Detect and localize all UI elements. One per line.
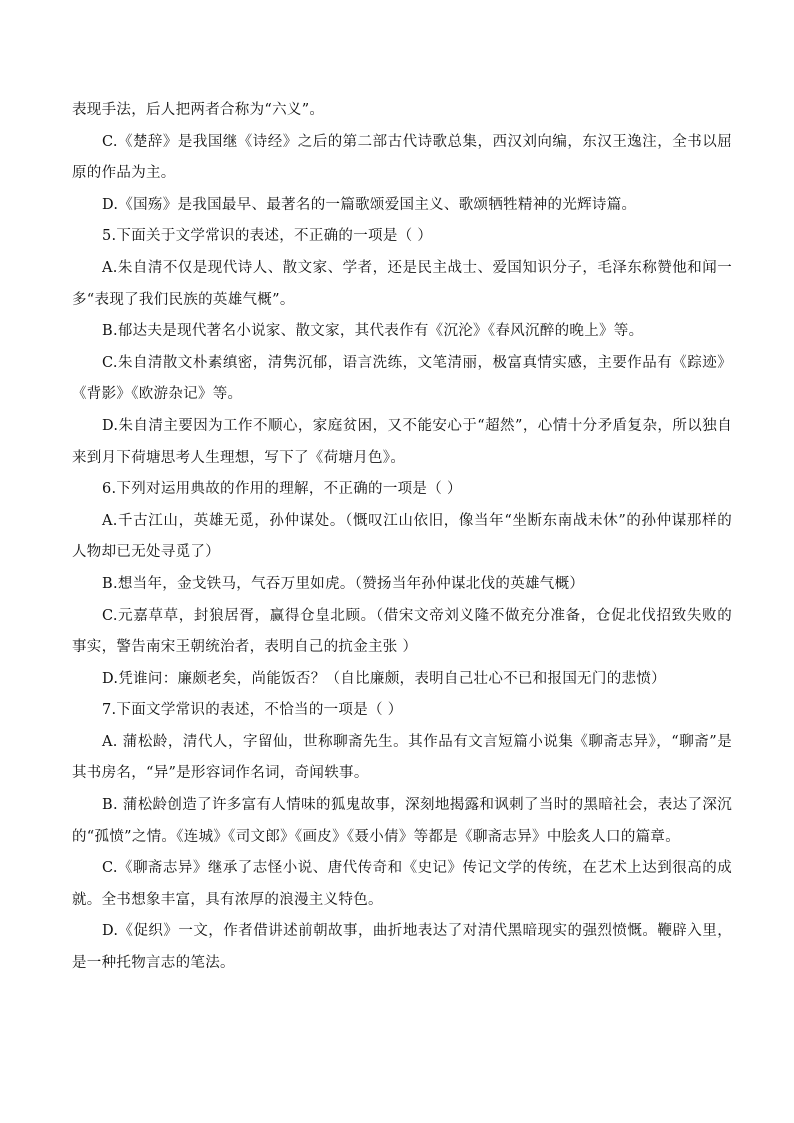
document-body [72,95,732,980]
question-6: 6.下列对运用典故的作用的理解，不正确的一项是（ ） [102,481,462,498]
q5-option-c: C.朱自清散文朴素缜密，清隽沉郁，语言洗练，文笔清丽，极富真情实感，主要作品有《踪迹》《背影》《欧游杂记》等。 [72,354,732,403]
q7-option-b: B. 蒲松龄创造了许多富有人情味的狐鬼故事，深刻地揭露和讽刺了当时的黑暗社会，表达了深沉的“孤愤”之情。《连城》《司文郎》《画皮》《聂小倩》等都是《聊斋志异》中脍炙人口的篇章。 [72,797,732,845]
q5-option-a: A.朱自清不仅是现代诗人、散文家、学者，还是民主战士、爱国知识分子，毛泽东称赞他和闻一多“表现了我们民族的英雄气概”。 [72,259,732,308]
q6-option-c: C.元嘉草草，封狼居胥，赢得仓皇北顾。（借宋文帝刘义隆不做充分准备，仓促北伐招致失败的事实，警告南宋王朝统治者，表明自己的抗金主张 ） [72,607,732,656]
q5-option-b: B.郁达夫是现代著名小说家、散文家，其代表作有《沉沦》《春风沉醉的晚上》等。 [102,323,644,340]
question-7: 7.下面文学常识的表述，不恰当的一项是（ ） [102,702,403,719]
q6-option-a: A.千古江山，英雄无觅，孙仲谋处。（慨叹江山依旧，像当年“坐断东南战未休”的孙仲谋那样的人物却已无处寻觅了） [72,512,732,561]
paragraph-continuation: 表现手法，后人把两者合称为“六义”。 [72,102,325,118]
question-5: 5.下面关于文学常识的表述，不正确的一项是（ ） [102,228,433,245]
q7-option-c: C.《聊斋志异》继承了志怪小说、唐代传奇和《史记》传记文学的传统，在艺术上达到很高的成就。全书想象丰富，具有浓厚的浪漫主义特色。 [72,860,732,908]
q6-option-b: B.想当年，金戈铁马，气吞万里如虎。（赞扬当年孙仲谋北伐的英雄气概） [102,575,585,592]
q7-option-a: A. 蒲松龄，清代人，字留仙，世称聊斋先生。其作品有文言短篇小说集《聊斋志异》，“聊斋”是其书房名，“异”是形容词作名词，奇闻轶事。 [72,733,732,782]
q6-option-d: D.凭谁问：廉颇老矣，尚能饭否？（自比廉颇，表明自己壮心不已和报国无门的悲愤） [102,670,666,687]
option-c-chuci: C.《楚辞》是我国继《诗经》之后的第二部古代诗歌总集，西汉刘向编，东汉王逸注，全书以屈原的作品为主。 [72,133,732,182]
option-d-guoshang: D.《国殇》是我国最早、最著名的一篇歌颂爱国主义、歌颂牺牲精神的光辉诗篇。 [102,196,637,213]
q7-option-d: D.《促织》一文，作者借讲述前朝故事，曲折地表达了对清代黑暗现实的强烈愤慨。鞭辟入里，是一种托物言志的笔法。 [72,923,732,972]
q5-option-d: D.朱自清主要因为工作不顺心，家庭贫困，又不能安心于“超然”，心情十分矛盾复杂，所以独自来到月下荷塘思考人生理想，写下了《荷塘月色》。 [72,417,732,466]
